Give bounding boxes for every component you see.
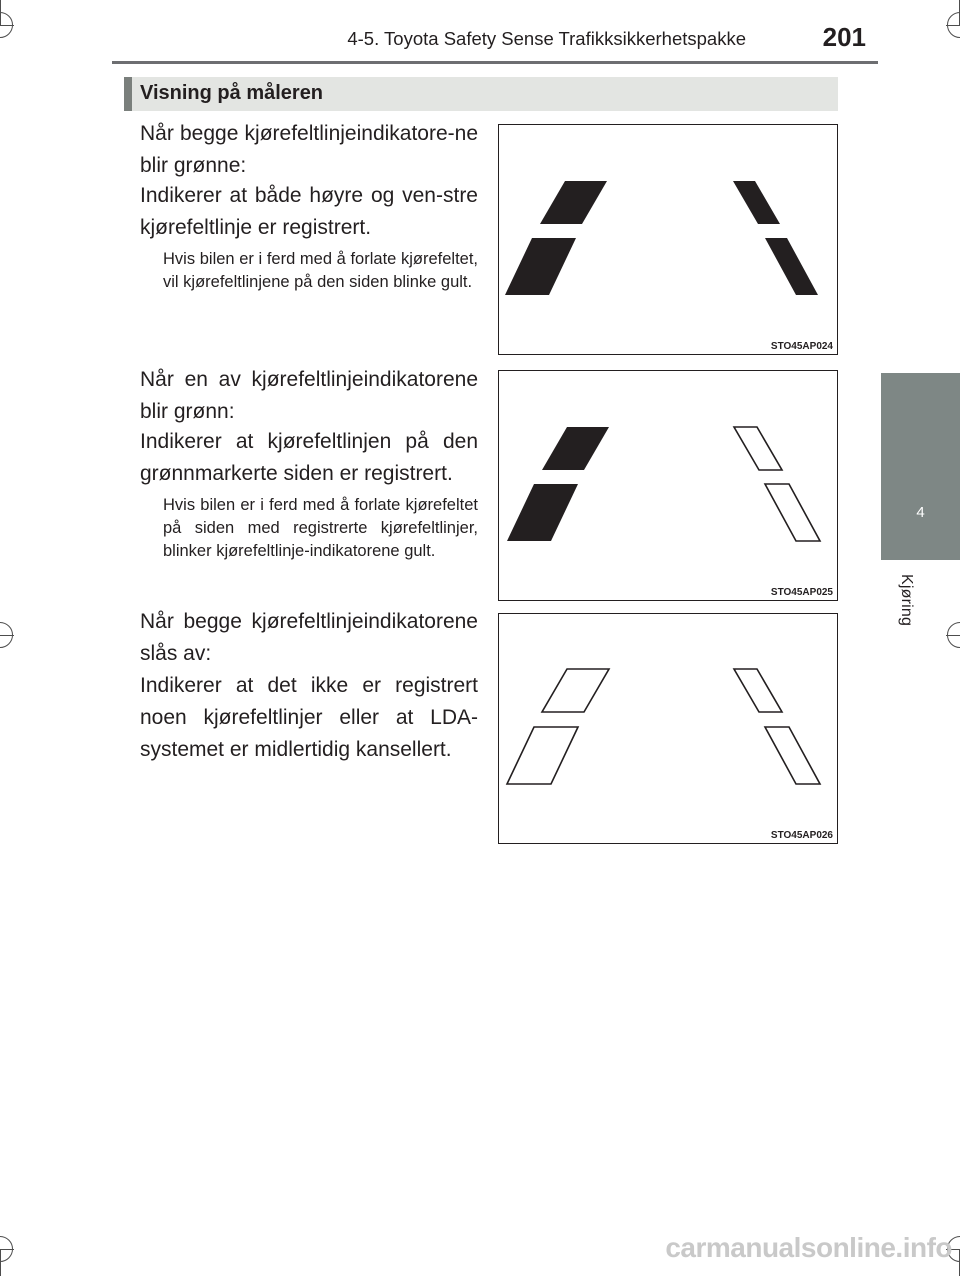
figure-no-lanes-detected	[498, 613, 838, 844]
chapter-tab	[881, 373, 960, 560]
figure-code: STO45AP026	[770, 830, 833, 841]
figure-both-lanes-detected	[498, 124, 838, 355]
lane-indicator-diagram	[499, 614, 839, 845]
block-3-condition: Når begge kjørefeltlinjeindikatorene slås av:	[140, 610, 478, 665]
running-header: 4-5. Toyota Safety Sense Trafikksikkerhetspakke	[347, 28, 746, 49]
chapter-tab-label: Kjøring	[898, 574, 915, 627]
right-lane-upper-segment	[734, 669, 782, 712]
block-1-note: Hvis bilen er i ferd med å forlate kjørefeltet, vil kjørefeltlinjene på den siden blinke gult.	[163, 250, 478, 291]
page-number: 201	[822, 22, 866, 52]
left-lane-upper-segment	[542, 427, 609, 470]
left-lane-lower-segment	[507, 727, 578, 784]
section-title: Visning på måleren	[140, 82, 324, 104]
lane-indicator-diagram	[499, 371, 839, 602]
block-1-condition: Når begge kjørefeltlinjeindikatore-ne blir grønne:	[140, 122, 478, 177]
left-lane-upper-segment	[542, 669, 609, 712]
block-3-meaning: Indikerer at det ikke er registrert noen kjørefeltlinjer eller at LDA-systemet er midlertidig kansellert.	[140, 674, 478, 761]
right-lane-lower-segment	[765, 238, 818, 295]
right-lane-lower-segment	[765, 484, 820, 541]
left-lane-lower-segment	[507, 484, 578, 541]
figure-one-lane-detected	[498, 370, 838, 601]
chapter-tab-number: 4	[916, 504, 925, 521]
left-lane-upper-segment	[540, 181, 607, 224]
block-2-note: Hvis bilen er i ferd med å forlate kjørefeltet på siden med registrerte kjørefeltlinjer, blinker kjørefeltlinje-indikatorene gult.	[163, 496, 478, 560]
right-lane-lower-segment	[765, 727, 820, 784]
block-1-meaning: Indikerer at både høyre og ven-stre kjørefeltlinje er registrert.	[140, 184, 478, 239]
right-lane-upper-segment	[733, 181, 780, 224]
figure-code: STO45AP024	[770, 341, 833, 352]
block-2-condition: Når en av kjørefeltlinjeindikatorene blir grønn:	[140, 368, 478, 423]
left-lane-lower-segment	[505, 238, 576, 295]
figure-code: STO45AP025	[770, 587, 833, 598]
header-rule	[112, 61, 878, 64]
block-2-meaning: Indikerer at kjørefeltlinjen på den grønnmarkerte siden er registrert.	[140, 430, 478, 485]
watermark: carmanualsonline.info	[665, 1232, 952, 1263]
lane-indicator-diagram	[499, 125, 839, 356]
right-lane-upper-segment	[734, 427, 782, 470]
